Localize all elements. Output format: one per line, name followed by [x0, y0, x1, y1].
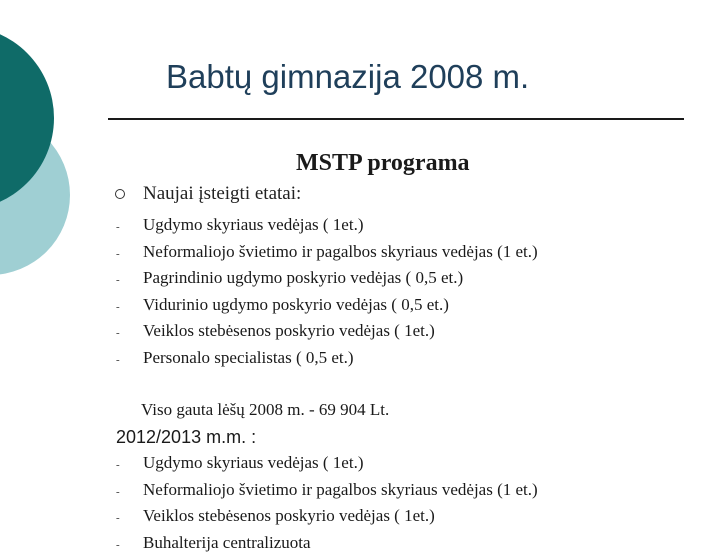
bullet-dash: -: [116, 221, 120, 233]
circle-bullet-icon: [115, 189, 125, 199]
bullet-dash: -: [116, 354, 120, 366]
list-item: Ugdymo skyriaus vedėjas ( 1et.): [143, 215, 364, 234]
period-label: 2012/2013 m.m. :: [116, 427, 257, 447]
list-item: Pagrindinio ugdymo poskyrio vedėjas ( 0,5 et.): [143, 268, 464, 287]
lead-text: Naujai įsteigti etatai:: [143, 183, 302, 204]
title-divider: [108, 118, 684, 120]
list-item: Veiklos stebėsenos poskyrio vedėjas ( 1et.): [143, 321, 435, 340]
list-item: Vidurinio ugdymo poskyrio vedėjas ( 0,5 et.): [143, 295, 449, 314]
list-item: Ugdymo skyriaus vedėjas ( 1et.): [143, 453, 364, 472]
bullet-dash: -: [116, 248, 120, 260]
slide-title: Babtų gimnazija 2008 m.: [166, 58, 530, 95]
funds-total: Viso gauta lėšų 2008 m. - 69 904 Lt.: [141, 400, 390, 419]
list-item: Veiklos stebėsenos poskyrio vedėjas ( 1et.): [143, 506, 435, 525]
list-item: Personalo specialistas ( 0,5 et.): [143, 348, 354, 367]
list-item: Neformaliojo švietimo ir pagalbos skyriaus vedėjas (1 et.): [143, 480, 538, 499]
decorative-circles: [0, 0, 120, 300]
bullet-dash: -: [116, 512, 120, 524]
bullet-dash: -: [116, 327, 120, 339]
slide-subtitle: MSTP programa: [296, 150, 470, 176]
bullet-dash: -: [116, 539, 120, 551]
list-item: Neformaliojo švietimo ir pagalbos skyriaus vedėjas (1 et.): [143, 242, 538, 261]
bullet-dash: -: [116, 301, 120, 313]
bullet-dash: -: [116, 459, 120, 471]
bullet-dash: -: [116, 486, 120, 498]
list-item: Buhalterija centralizuota: [143, 533, 311, 552]
bullet-dash: -: [116, 274, 120, 286]
